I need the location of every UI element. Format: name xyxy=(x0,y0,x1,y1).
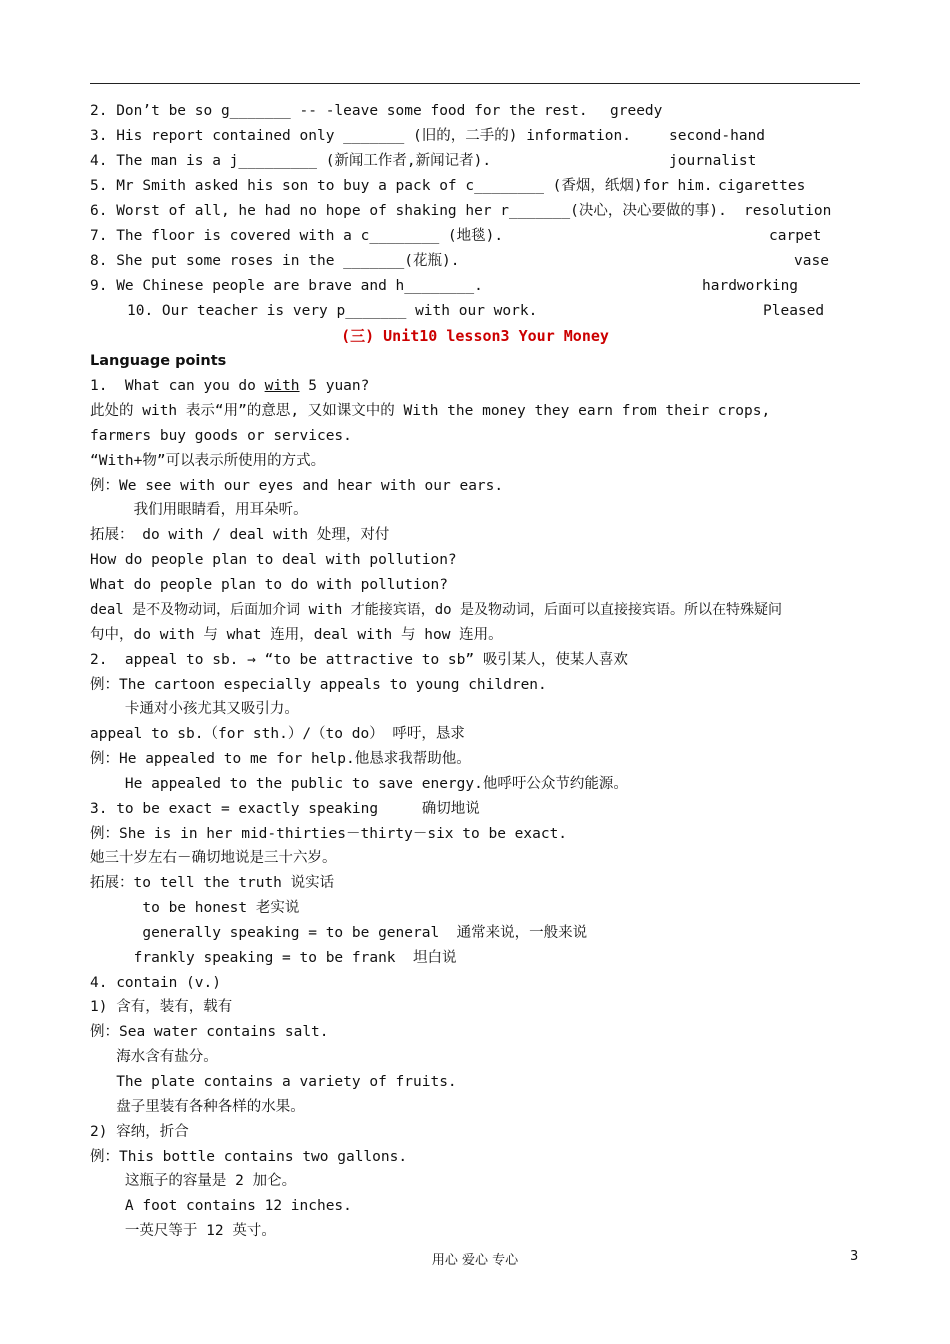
text-line: 例：Sea water contains salt. xyxy=(90,1024,329,1040)
text-line: 例：The cartoon especially appeals to young children. xyxy=(90,677,547,693)
text-line: 她三十岁左右－确切地说是三十六岁。 xyxy=(90,850,337,866)
text-line: 例：This bottle contains two gallons. xyxy=(90,1149,408,1165)
text-line: farmers buy goods or services. xyxy=(90,428,352,444)
text-line: 3. to be exact = exactly speaking 确切地说 xyxy=(90,801,480,817)
exercise-5: 5. Mr Smith asked his son to buy a pack of c________ (香烟，纸烟)for him. xyxy=(90,178,713,194)
text-line: 2) 容纳，折合 xyxy=(90,1124,189,1140)
text-line: A foot contains 12 inches. xyxy=(90,1198,352,1214)
text-line: 海水含有盐分。 xyxy=(90,1049,218,1065)
point-1-post: 5 yuan? xyxy=(299,378,370,394)
header-rule xyxy=(90,83,860,84)
text-line: “With+物”可以表示所使用的方式。 xyxy=(90,453,326,469)
text-line: 1) 含有，装有，载有 xyxy=(90,999,233,1015)
point-1-underlined: with xyxy=(264,378,300,394)
text-line: 拓展：to tell the truth 说实话 xyxy=(90,875,335,891)
text-line: appeal to sb.（for sth.）/（to do） 呼吁，恳求 xyxy=(90,726,465,742)
answer-9: hardworking xyxy=(702,278,799,294)
text-line: What do people plan to do with pollution? xyxy=(90,577,448,593)
point-1-pre: 1. What can you do xyxy=(90,378,265,394)
text-line: He appealed to the public to save energy.他呼吁公众节约能源。 xyxy=(90,776,628,792)
exercise-9: 9. We Chinese people are brave and h________. xyxy=(90,278,483,294)
text-line: 这瓶子的容量是 2 加仑。 xyxy=(90,1173,297,1189)
exercise-7: 7. The floor is covered with a c________ (地毯). xyxy=(90,228,504,244)
exercise-10: 10. Our teacher is very p_______ with our work. xyxy=(127,303,538,319)
page-number: 3 xyxy=(850,1249,859,1264)
exercise-3: 3. His report contained only _______ (旧的，二手的) information. xyxy=(90,128,631,144)
answer-2: greedy xyxy=(610,103,663,119)
text-line: How do people plan to deal with pollution? xyxy=(90,552,457,568)
exercise-2: 2. Don’t be so g_______ -- -leave some food for the rest. xyxy=(90,103,588,119)
text-line: 例：He appealed to me for help.他恳求我帮助他。 xyxy=(90,751,471,767)
text-line: 盘子里装有各种各样的水果。 xyxy=(90,1099,305,1115)
text-line: frankly speaking = to be frank 坦白说 xyxy=(90,950,457,966)
exercise-6: 6. Worst of all, he had no hope of shaking her r_______(决心，决心要做的事). xyxy=(90,203,727,219)
answer-4: journalist xyxy=(669,153,757,169)
text-line: deal 是不及物动词，后面加介词 with 才能接宾语，do 是及物动词，后面可以直接接宾语。所以在特殊疑问 xyxy=(90,602,782,618)
text-line: generally speaking = to be general 通常来说，一般来说 xyxy=(90,925,588,941)
text-line: 2. appeal to sb. → “to be attractive to sb” 吸引某人，使某人喜欢 xyxy=(90,652,628,668)
language-points-heading: Language points xyxy=(90,353,227,369)
point-1 xyxy=(90,376,369,396)
text-line: to be honest 老实说 xyxy=(90,900,300,916)
text-line: 例：She is in her mid-thirties－thirty－six to be exact. xyxy=(90,826,568,842)
section-title: (三) Unit10 lesson3 Your Money xyxy=(341,327,609,345)
answer-6: resolution xyxy=(744,203,832,219)
text-line: 例：We see with our eyes and hear with our ears. xyxy=(90,478,504,494)
exercise-8: 8. She put some roses in the _______(花瓶). xyxy=(90,253,460,269)
text-line: 卡通对小孩尤其又吸引力。 xyxy=(90,701,299,717)
text-line: 我们用眼睛看，用耳朵听。 xyxy=(90,502,308,518)
text-line: 一英尺等于 12 英寸。 xyxy=(90,1223,276,1239)
answer-5: cigarettes xyxy=(718,178,806,194)
exercise-4: 4. The man is a j_________ (新闻工作者,新闻记者). xyxy=(90,153,492,169)
text-line: 拓展： do with / deal with 处理，对付 xyxy=(90,527,390,543)
text-line: The plate contains a variety of fruits. xyxy=(90,1074,457,1090)
text-line: 此处的 with 表示“用”的意思, 又如课文中的 With the money they earn from their crops, xyxy=(90,403,771,419)
text-line: 句中，do with 与 what 连用，deal with 与 how 连用。 xyxy=(90,627,503,643)
page-footer: 用心 爱心 专心 xyxy=(431,1253,519,1268)
answer-7: carpet xyxy=(769,228,822,244)
answer-8: vase xyxy=(794,253,829,269)
answer-10: Pleased xyxy=(763,303,825,319)
text-line: 4. contain (v.) xyxy=(90,975,221,991)
answer-3: second-hand xyxy=(669,128,766,144)
